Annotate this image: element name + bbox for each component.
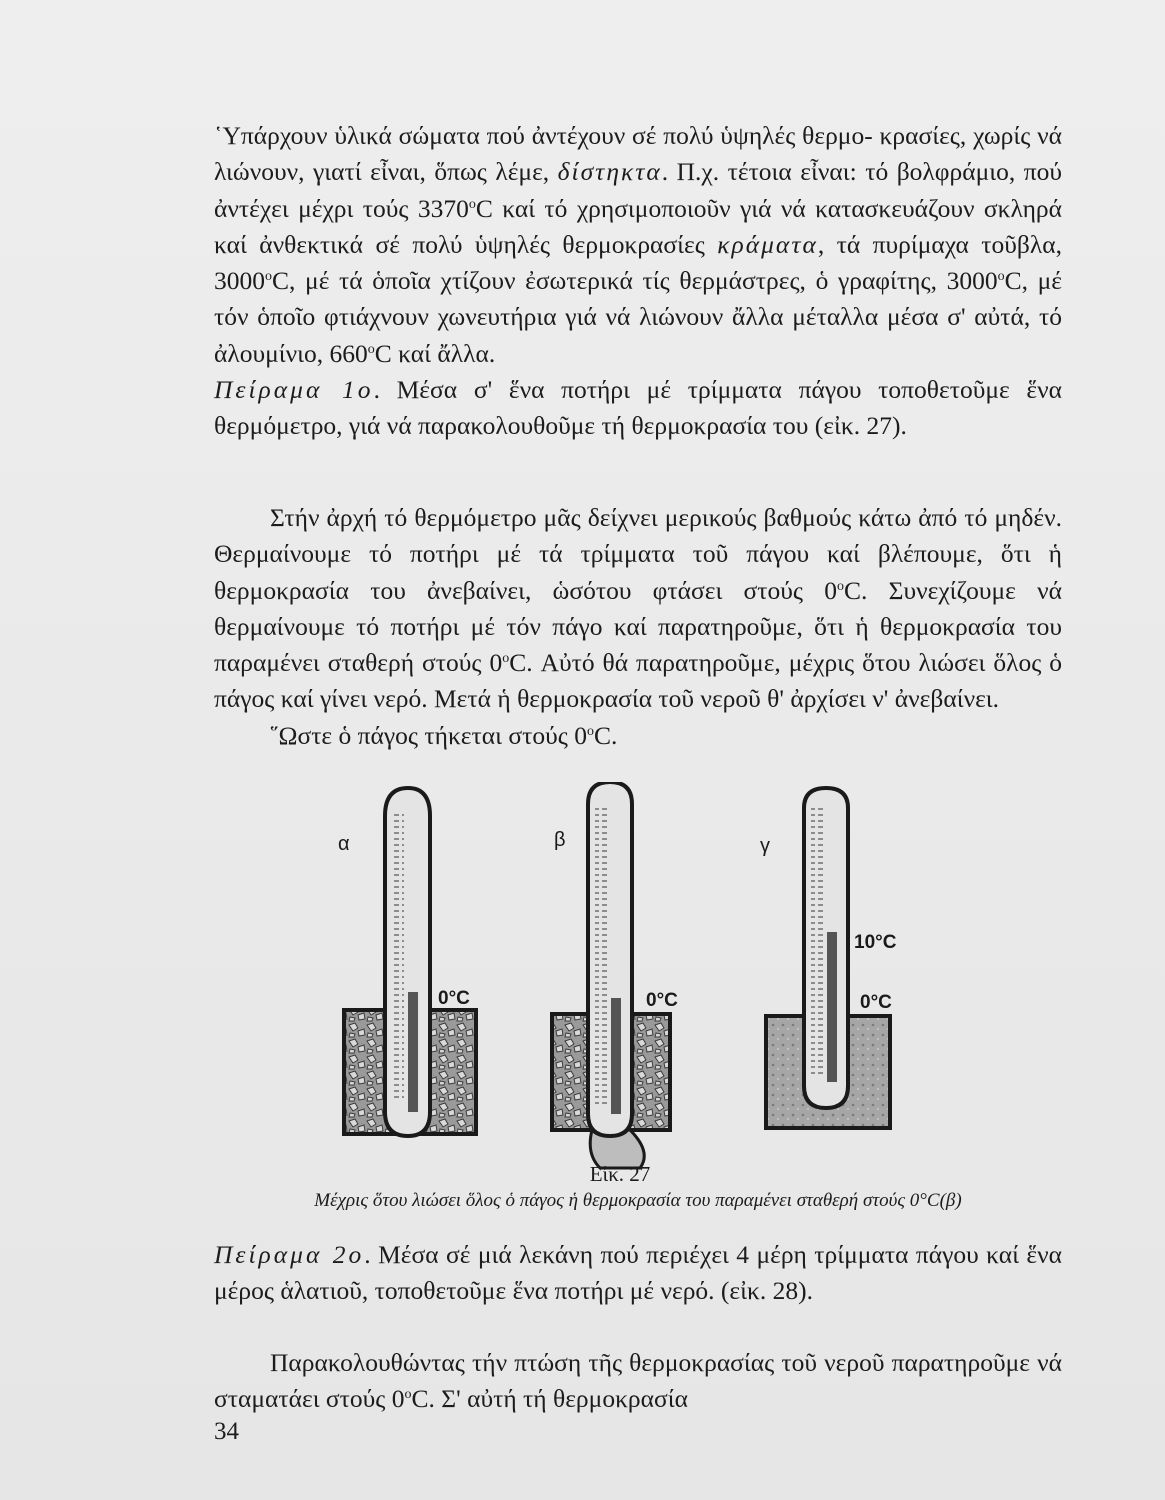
paragraph-experiment-1: Πείραμα 1ο. Μέσα σ' ἕνα ποτήρι μέ τρίμματα πάγου τοποθετοῦμε ἕνα θερμόμετρο, γιά νά παρακολουθοῦμε τή θερμοκρασία του (εἰκ. 27). [214,375,1063,441]
label-gamma: γ [760,835,770,857]
emphasis-distikta: δίστηκτα [557,157,662,187]
paragraph-conclusion: ῞Ωστε ὁ πάγος τήκεται στούς 0$^o$C. [270,720,618,750]
experiment-1-label: Πείραμα 1ο [214,375,374,405]
figure-27-thermometers [330,782,910,1172]
body-text-2 [214,500,1062,754]
experiment-2-label: Πείραμα 2ο [214,1240,365,1269]
figure-description: Μέχρις ὅτου λιώσει ὅλος ὁ πάγος ἡ θερμοκρασία του παραμένει σταθερή στούς 0°C(β) [314,1190,962,1211]
paragraph-experiment-2: Πείραμα 2ο. Μέσα σέ μιά λεκάνη πού περιέχει 4 μέρη τρίμματα πάγου καί ἕνα μέρος ἁλατιοῦ, τοποθετοῦμε ἕνα ποτήρι μέ νερό. (εἰκ. 28). [214,1240,1062,1306]
temp-label-gamma-bottom: 0°C [860,992,892,1013]
paragraph-heat-resistant: ῾Υπάρχουν ὑλικά σώματα πού ἀντέχουν σέ πολύ ὑψηλές θερμο- κρασίες, χωρίς νά λιώνουν, γιατί εἶναι, ὅπως λέμε, δίστηκτα. Π.χ. τέτοια εἶναι: τό βολφράμιο, πού ἀντέχει μέχρι τούς 3370$^o$C καί τό χρησιμοποιοῦν γιά νά κατασκευάζουν σκληρά καί ἀνθεκτικά σέ πολύ ὑψηλές θερμοκρασίες κράματα, τά πυρίμαχα τοῦβλα, 3000$^o$C, μέ τά ὁποῖα χτίζουν ἐσωτερικά τίς θερμάστρες, ὁ γραφίτης, 3000$^o$C, μέ τόν ὁποῖο φτιάχνουν χωνευτήρια γιά νά λιώνουν ἄλλα μέταλλα μέσα σ' αὐτά, τό ἀλουμίνιο, 660$^o$C καί ἄλλα. [214,121,1063,368]
paragraph-cooling: Παρακολουθώντας τήν πτώση τῆς θερμοκρασίας τοῦ νεροῦ παρατηροῦμε νά σταματάει στούς 0$^o$C. Σ' αὐτή τή θερμοκρασία [214,1348,1062,1414]
temp-label-gamma-top: 10°C [854,932,897,953]
emphasis-kramata: κράματα [717,229,818,259]
thermometer-alpha [385,788,430,1136]
label-beta: β [554,829,566,851]
thermometer-beta [588,782,632,1136]
label-alpha: α [338,833,350,855]
figure-caption: Εἰκ. 27 [589,1162,651,1186]
body-text [214,118,1062,445]
temp-label-beta: 0°C [646,990,678,1011]
paragraph-observation: Στήν ἀρχή τό θερμόμετρο μᾶς δείχνει μερικούς βαθμούς κάτω ἀπό τό μηδέν. Θερμαίνουμε τό ποτήρι μέ τά τρίμματα τοῦ πάγου καί βλέπουμε, ὅτι ἡ θερμοκρασία του ἀνεβαίνει, ὡσότου φτάσει στούς 0$^o$C. Συνεχίζουμε νά θερμαίνουμε τό ποτήρι μέ τόν πάγο καί παρατηροῦμε, ὅτι ἡ θερμοκρασία του παραμένει σταθερή στούς 0$^o$C. Αὐτό θά παρατηροῦμε, μέχρις ὅτου λιώσει ὅλος ὁ πάγος καί γίνει νερό. Μετά ἡ θερμοκρασία τοῦ νεροῦ θ' ἀρχίσει ν' ἀνεβαίνει. [214,503,1063,714]
setup-alpha [338,788,476,1136]
temp-label-alpha: 0°C [438,988,470,1009]
setup-gamma [760,788,897,1128]
thermometer-gamma [804,788,848,1108]
page-number: 34 [214,1418,239,1445]
body-text-3 [214,1237,1062,1310]
body-text-4 [214,1345,1062,1418]
setup-beta [552,782,678,1168]
